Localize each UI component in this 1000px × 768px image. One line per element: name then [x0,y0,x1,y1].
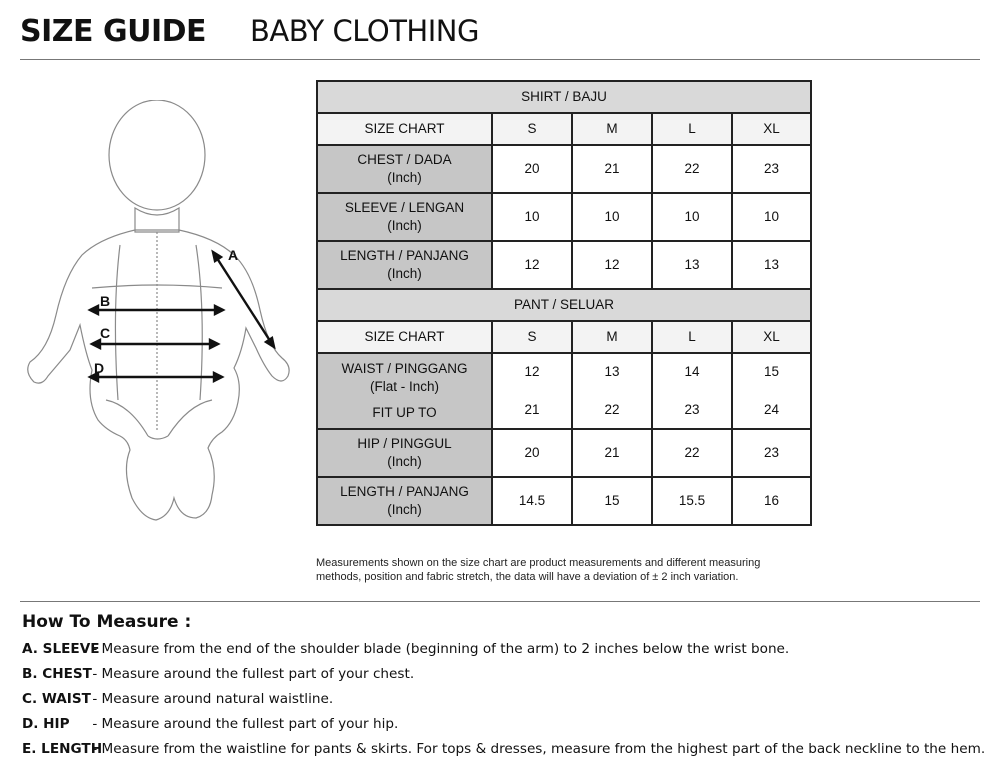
table-cell: 22 [652,145,732,193]
shirt-size-xl: XL [732,113,811,145]
table-cell [572,353,652,429]
list-item [22,691,333,707]
table-row [317,193,811,241]
table-cell: 21 [572,145,652,193]
label-d: D [94,360,105,376]
measure-text: - Measure from the waistline for pants & skirts. For tops & dresses, measure from the highest part of the back neckline to the hem. [88,741,986,757]
table-cell: 21 [572,429,652,477]
row-unit: (Inch) [387,170,422,185]
row-label [317,241,492,289]
pant-section-row [317,289,811,321]
table-cell: 12 [492,241,572,289]
list-item [22,741,985,757]
measure-key: D. HIP [22,716,70,732]
shirt-size-chart-label: SIZE CHART [317,113,492,145]
chest-arrowhead-right [215,306,223,314]
fit-value: 24 [763,402,780,417]
pant-size-chart-label: SIZE CHART [317,321,492,353]
pant-section-title: PANT / SELUAR [317,289,811,321]
chest-arrowhead-left [90,306,98,314]
figure-chest-band [92,285,222,288]
row-label-text: LENGTH / PANJANG [340,248,469,263]
row-unit: (Inch) [387,454,422,469]
label-b: B [100,293,111,309]
table-row [317,241,811,289]
figure-crotch [148,436,168,439]
table-cell: 15.5 [652,477,732,525]
table-cell: 23 [732,429,811,477]
figure-left-leg-opening [106,400,148,436]
fit-value: 22 [604,402,620,417]
figure-head [109,100,205,210]
row-unit: (Inch) [387,266,422,281]
shirt-header-row [317,113,811,145]
row-label-text: SLEEVE / LENGAN [344,200,465,215]
row-label-text: LENGTH / PANJANG [340,484,469,499]
shirt-section-title: SHIRT / BAJU [317,81,811,113]
shirt-size-l: L [652,113,732,145]
table-cell [492,353,572,429]
table-cell: 12 [572,241,652,289]
waist-value: 15 [763,364,780,379]
table-cell: 10 [732,193,811,241]
table-cell: 10 [572,193,652,241]
table-cell: 13 [732,241,811,289]
fit-value: 23 [684,402,700,417]
top-divider [20,59,980,60]
table-cell: 13 [652,241,732,289]
waist-arrowhead-right [210,340,218,348]
table-cell: 10 [652,193,732,241]
row-label-text: CHEST / DADA [357,152,452,167]
sleeve-arrowhead-bottom [266,338,274,347]
list-item [22,716,398,732]
table-cell: 22 [652,429,732,477]
note-line: Measurements shown on the size chart are product measurements and different measuring [316,557,761,569]
table-row [317,477,811,525]
measure-text: - Measure from the end of the shoulder blade (beginning of the arm) to 2 inches below the wrist bone. [88,641,790,657]
label-a: A [228,247,239,263]
table-cell: 14.5 [492,477,572,525]
page-subtitle: BABY CLOTHING [250,14,479,48]
row-label-text: HIP / PINGGUL [357,436,452,451]
measure-key: A. SLEEVE [22,641,100,657]
measure-key: E. LENGTH [22,741,103,757]
row-label-text: WAIST / PINGGANG [341,361,468,376]
measure-key: B. CHEST [22,666,92,682]
hip-arrowhead-right [214,373,222,381]
row-label [317,145,492,193]
table-cell [732,353,811,429]
table-cell [652,353,732,429]
table-cell: 15 [572,477,652,525]
baby-figure-illustration [20,100,295,550]
pant-header-row [317,321,811,353]
row-label [317,193,492,241]
row-unit: (Inch) [387,218,422,233]
note-line: methods, position and fabric stretch, the data will have a deviation of ± 2 inch variation. [316,571,739,583]
fit-up-to-label: FIT UP TO [372,405,437,420]
pant-size-l: L [652,321,732,353]
row-unit: (Inch) [387,502,422,517]
pant-size-s: S [492,321,572,353]
table-cell: 10 [492,193,572,241]
label-c: C [100,325,111,341]
shirt-size-s: S [492,113,572,145]
shirt-size-m: M [572,113,652,145]
row-unit: (Flat - Inch) [369,379,439,394]
table-cell: 20 [492,145,572,193]
waist-value: 13 [604,364,620,379]
measure-text: - Measure around natural waistline. [88,691,334,707]
measure-text: - Measure around the fullest part of your hip. [88,716,399,732]
measure-key: C. WAIST [22,691,91,707]
figure-neck [135,208,179,232]
waist-value: 12 [524,364,540,379]
size-chart-table [316,80,812,526]
table-row [317,145,811,193]
waist-value: 14 [684,364,700,379]
figure-right-leg-opening [168,400,212,436]
sleeve-arrowhead-top [213,252,221,261]
table-row [317,353,811,429]
row-label [317,353,492,429]
header [20,14,479,54]
measurement-note [316,556,836,584]
waist-arrowhead-left [92,340,100,348]
section-divider [20,601,980,602]
list-item [22,666,414,682]
shirt-section-row [317,81,811,113]
table-row [317,429,811,477]
list-item [22,641,789,657]
row-label [317,429,492,477]
row-label [317,477,492,525]
measure-text: - Measure around the fullest part of your chest. [88,666,415,682]
table-cell: 20 [492,429,572,477]
pant-size-xl: XL [732,321,811,353]
figure-body [28,230,289,520]
how-to-measure-title: How To Measure : [22,612,192,632]
pant-size-m: M [572,321,652,353]
table-cell: 16 [732,477,811,525]
fit-value: 21 [524,402,540,417]
page-title: SIZE GUIDE [20,14,207,49]
table-cell: 23 [732,145,811,193]
